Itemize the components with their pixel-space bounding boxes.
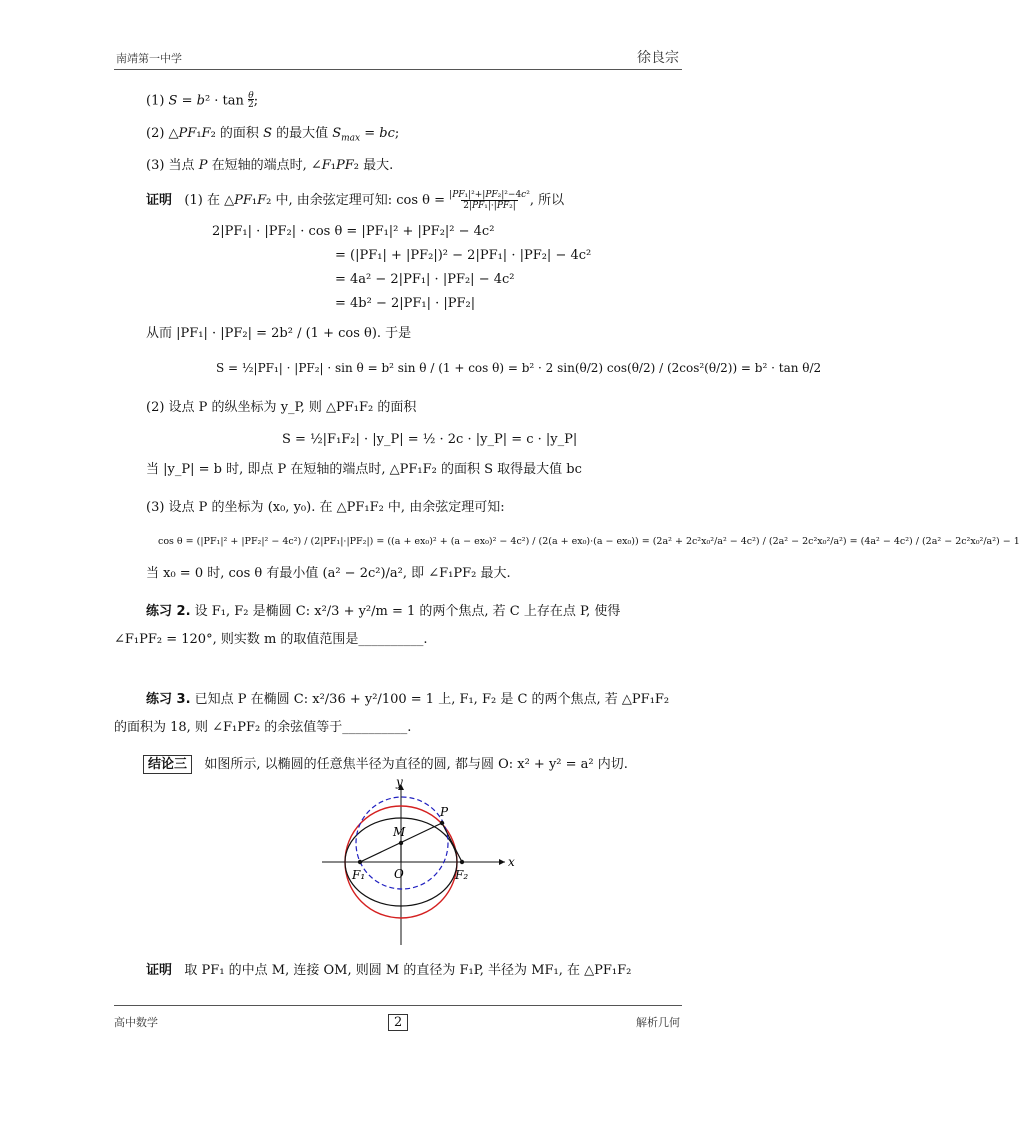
point-P bbox=[440, 821, 444, 825]
label-F2: F₂ bbox=[455, 868, 469, 882]
ellipse-figure bbox=[300, 770, 540, 950]
proof-part2: (2) 设点 P 的纵坐标为 y_P, 则 △PF₁F₂ 的面积 bbox=[146, 400, 417, 415]
x-axis-arrow bbox=[499, 859, 505, 865]
page-number bbox=[388, 1011, 408, 1030]
exercise-2-line2: ∠F₁PF₂ = 120°, 则实数 m 的取值范围是__________. bbox=[114, 632, 428, 647]
page-number-value: 2 bbox=[388, 1014, 408, 1031]
proof-from: 从而 |PF₁| · |PF₂| = 2b² / (1 + cos θ). 于是 bbox=[146, 326, 412, 341]
label-O: O bbox=[394, 867, 404, 881]
footer-rule bbox=[114, 1005, 682, 1006]
exercise-2-text1: 设 F₁, F₂ 是椭圆 C: x²/3 + y²/m = 1 的两个焦点, 若 C 上存在点 P, 使得 bbox=[194, 604, 621, 619]
exercise-3-line2: 的面积为 18, 则 ∠F₁PF₂ 的余弦值等于__________. bbox=[114, 720, 412, 735]
label-M: M bbox=[393, 825, 406, 839]
proof-2 bbox=[146, 963, 631, 979]
header-author: 徐良宗 bbox=[637, 50, 679, 66]
label-F1: F₁ bbox=[352, 868, 366, 882]
point-F2 bbox=[460, 860, 464, 864]
item-1: (1) $S = b^2 \cdot \tan \frac{\theta}{2}$; bbox=[146, 91, 259, 110]
header-rule bbox=[114, 69, 682, 70]
proof-eq3: = 4a² − 2|PF₁| · |PF₂| − 4c² bbox=[335, 272, 515, 287]
proof-1-line1: 证明 (1) 在 △PF₁F₂ 中, 由余弦定理可知: cos θ = |PF₁|²+|PF₂|²−4c² 2|PF₁|·|PF₂| , 所以 bbox=[146, 190, 565, 211]
proof-label: 证明 bbox=[146, 193, 173, 208]
conclusion-3-text: 如图所示, 以椭圆的任意焦半径为直径的圆, 都与圆 O: x² + y² = a² 内切. bbox=[204, 757, 628, 772]
exercise-3-line1 bbox=[146, 692, 669, 708]
proof-S2: S = ½|F₁F₂| · |y_P| = ½ · 2c · |y_P| = c · |y_P| bbox=[282, 432, 578, 447]
header-school: 南靖第一中学 bbox=[116, 52, 182, 65]
proof-S-eq: S = ½|PF₁| · |PF₂| · sin θ = b² sin θ / (1 + cos θ) = b² · 2 sin(θ/2) cos(θ/2) / (2cos²(θ/2)) = b² · tan θ/2 bbox=[216, 361, 822, 375]
exercise-2-line1 bbox=[146, 604, 620, 620]
proof-eq2: = (|PF₁| + |PF₂|)² − 2|PF₁| · |PF₂| − 4c² bbox=[335, 248, 592, 263]
footer-topic: 解析几何 bbox=[636, 1016, 680, 1029]
proof-cos-eq: cos θ = (|PF₁|² + |PF₂|² − 4c²) / (2|PF₁|·|PF₂|) = ((a + ex₀)² + (a − ex₀)² − 4c²) / (2(a + ex₀)·(a − ex₀)) = (2a² + 2c²x₀²/a² − 4c²) / (2a² − 2c²x₀²/a²) = (4a² − 4c²) / (2a² − 2c²x₀²/a²) − 1 bbox=[158, 536, 1020, 547]
exercise-3-text1: 已知点 P 在椭圆 C: x²/36 + y²/100 = 1 上, F₁, F₂ 是 C 的两个焦点, 若 △PF₁F₂ bbox=[194, 692, 670, 707]
item-3: (3) 当点 P 在短轴的端点时, ∠F₁PF₂ 最大. bbox=[146, 158, 394, 173]
point-M bbox=[399, 841, 403, 845]
item-2: (2) △PF₁F₂ 的面积 S 的最大值 $S_{max}$ = bc; bbox=[146, 126, 400, 144]
proof-2-text: 取 PF₁ 的中点 M, 连接 OM, 则圆 M 的直径为 F₁P, 半径为 MF₁, 在 △PF₁F₂ bbox=[184, 963, 632, 978]
label-P: P bbox=[440, 805, 449, 819]
proof-2-label: 证明 bbox=[146, 963, 173, 978]
proof-eq1: 2|PF₁| · |PF₂| · cos θ = |PF₁|² + |PF₂|² − 4c² bbox=[212, 224, 495, 239]
exercise-2-label: 练习 2. bbox=[146, 604, 191, 619]
footer-subject: 高中数学 bbox=[114, 1016, 158, 1029]
label-y: y bbox=[396, 775, 403, 789]
exercise-3-label: 练习 3. bbox=[146, 692, 191, 707]
proof-eq4: = 4b² − 2|PF₁| · |PF₂| bbox=[335, 296, 476, 311]
proof-min: 当 x₀ = 0 时, cos θ 有最小值 (a² − 2c²)/a², 即 ∠F₁PF₂ 最大. bbox=[146, 566, 511, 581]
label-x: x bbox=[508, 855, 515, 869]
proof-when: 当 |y_P| = b 时, 即点 P 在短轴的端点时, △PF₁F₂ 的面积 S 取得最大值 bc bbox=[146, 462, 582, 477]
point-F1 bbox=[358, 860, 362, 864]
segment-PF2 bbox=[442, 823, 462, 862]
proof-part3: (3) 设点 P 的坐标为 (x₀, y₀). 在 △PF₁F₂ 中, 由余弦定理可知: bbox=[146, 500, 505, 515]
conclusion-3-label: 结论三 bbox=[143, 755, 192, 774]
